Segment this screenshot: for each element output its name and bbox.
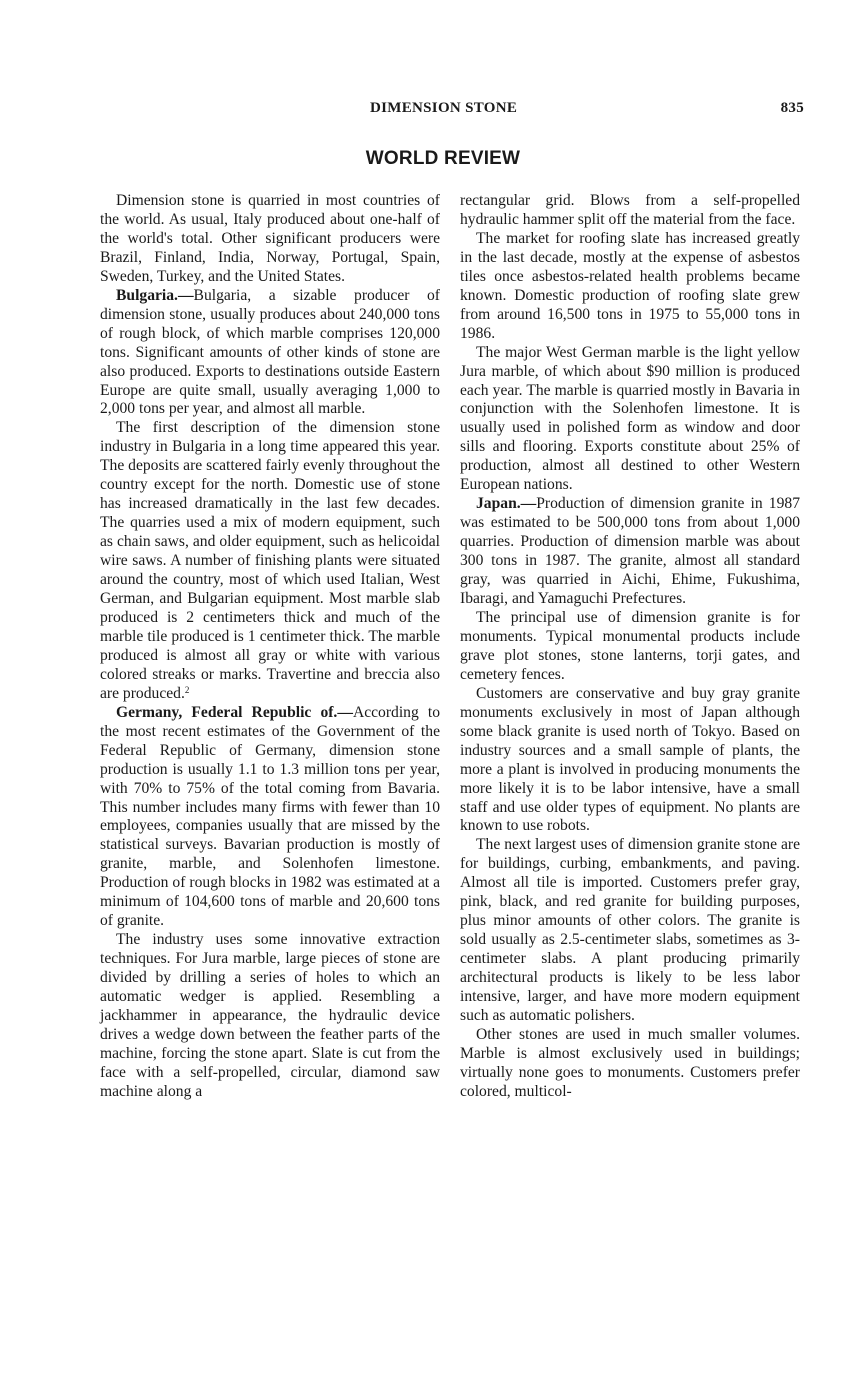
- paragraph: Bulgaria.—Bulgaria, a sizable producer of dimension stone, usually produces about 240,000 tons of rough block, of which marble comprises 120,000 tons. Significant amounts of other kinds of stone are also produced. Exports to destinations outside Eastern Europe are quite small, usually averaging 1,000 to 2,000 tons per year, and almost all marble.: [100, 286, 440, 418]
- running-head-title: DIMENSION STONE: [370, 100, 518, 116]
- paragraph: The principal use of dimension granite is for monuments. Typical monumental products include grave plot stones, stone lanterns, torji gates, and cemetery fences.: [460, 608, 800, 683]
- right-column: [460, 192, 800, 1102]
- paragraph: The industry uses some innovative extraction techniques. For Jura marble, large pieces of stone are divided by drilling a series of holes to which an automatic wedger is applied. Resembling a jackhammer in appearance, the hydraulic device drives a wedge down between the feather parts of the machine, forcing the stone apart. Slate is cut from the face with a self-propelled, circular, diamond saw machine along a: [100, 931, 440, 1100]
- paragraph-lead: Bulgaria.—: [116, 286, 194, 304]
- paragraph: Japan.—Production of dimension granite in 1987 was estimated to be 500,000 tons from about 1,000 quarries. Production of dimension marble was about 300 tons in 1987. The granite, almost all standard gray, was quarried in Aichi, Ehime, Fukushima, Ibaragi, and Yamaguchi Prefectures.: [460, 495, 800, 608]
- page-number: 835: [780, 100, 804, 116]
- paragraph: The market for roofing slate has increased greatly in the last decade, mostly at the expense of asbestos tiles once asbestos-related health problems became known. Domestic production of roofing slate grew from around 16,500 tons in 1975 to 55,000 tons in 1986.: [460, 229, 800, 342]
- left-column: [100, 192, 440, 1102]
- section-title: WORLD REVIEW: [365, 148, 521, 169]
- paragraph: rectangular grid. Blows from a self-propelled hydraulic hammer split off the material from the face.: [460, 192, 800, 228]
- paragraph: The next largest uses of dimension granite stone are for buildings, curbing, embankments, and paving. Almost all tile is imported. Customers prefer gray, pink, black, and red granite for building purposes, plus minor amounts of other colors. The granite is sold usually as 2.5-centimeter slabs, sometimes as 3-centimeter slabs. A plant producing primarily architectural products is likely to be less labor intensive, larger, and have more modern equipment such as automatic polishers.: [460, 836, 800, 1024]
- paragraph-lead: Germany, Federal Republic of.—: [116, 703, 353, 721]
- running-head: [100, 100, 804, 122]
- paragraph: Customers are conservative and buy gray granite monuments exclusively in most of Japan although some black granite is used north of Tokyo. Based on industry sources and a small sample of plants, the more a plant is involved in producing monuments the more likely it is to be labor intensive, have a small staff and use older types of equipment. No plants are known to use robots.: [460, 684, 800, 835]
- paragraph: Dimension stone is quarried in most countries of the world. As usual, Italy produced about one-half of the world's total. Other significant producers were Brazil, Finland, India, Norway, Portugal, Spain, Sweden, Turkey, and the United States.: [100, 192, 440, 285]
- paragraph: The major West German marble is the light yellow Jura marble, of which about $90 million is produced each year. The marble is quarried mostly in Bavaria in conjunction with the Solenhofen limestone. It is usually used in polished form as window and door sills and flooring. Exports constitute about 25% of production, almost all destined to other Western European nations.: [460, 343, 800, 494]
- paragraph: Other stones are used in much smaller volumes. Marble is almost exclusively used in buildings; virtually none goes to monuments. Customers prefer colored, multicol-: [460, 1025, 800, 1100]
- footnote-marker: 2: [184, 684, 190, 695]
- paragraph-lead: Japan.—: [476, 495, 537, 513]
- paragraph: Germany, Federal Republic of.—According to the most recent estimates of the Government of the Federal Republic of Germany, dimension stone production is usually 1.1 to 1.3 million tons per year, with 70% to 75% of the total coming from Bavaria. This number includes many firms with fewer than 10 employees, companies usually that are missed by the statistical surveys. Bavarian production is mostly of granite, marble, and Solenhofen limestone. Production of rough blocks in 1982 was estimated at a minimum of 104,600 tons of marble and 20,600 tons of granite.: [100, 703, 440, 930]
- paragraph: The first description of the dimension stone industry in Bulgaria in a long time appeared this year. The deposits are scattered fairly evenly throughout the country except for the north. Domestic use of stone has increased dramatically in the last few decades. The quarries used a mix of modern equipment, such as chain saws, and older equipment, such as helicoidal wire saws. A number of finishing plants were situated around the country, most of which used Italian, West German, and Bulgarian equipment. Most marble slab produced is 2 centimeters thick and much of the marble tile produced is 1 centimeter thick. The marble produced is almost all gray or white with various colored streaks or marks. Travertine and breccia also are produced.$^2$: [100, 419, 440, 702]
